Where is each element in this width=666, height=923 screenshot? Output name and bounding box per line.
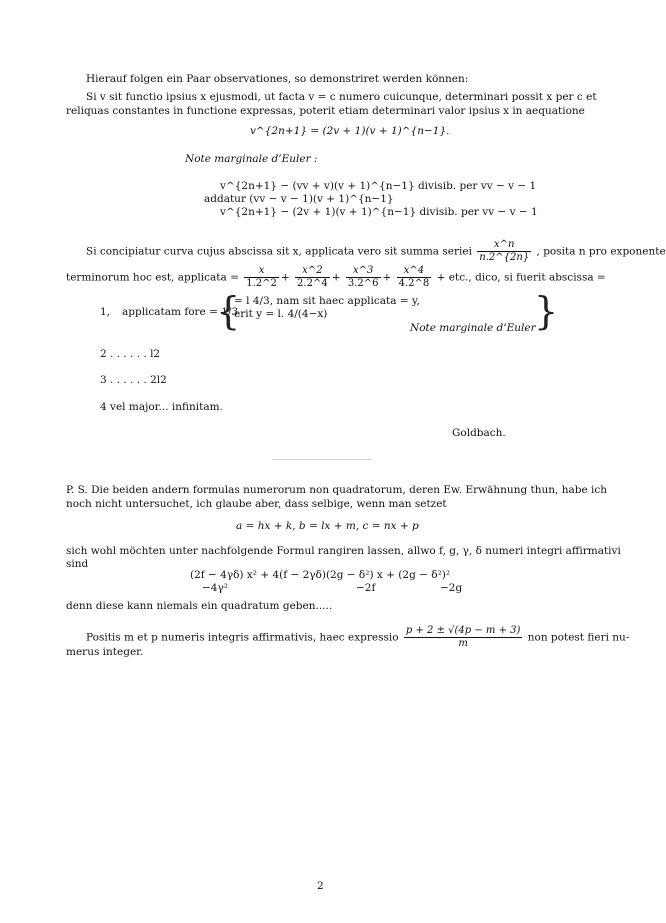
positis-line-2: merus integer. xyxy=(66,646,144,658)
curve-line-1-tail: , posita n pro exponente xyxy=(536,245,666,258)
series-term-4-num: x^4 xyxy=(403,265,425,276)
equation-abc: a = hx + k, b = lx + m, c = nx + p xyxy=(236,520,419,532)
series-term-1-den: 1.2^2 xyxy=(246,278,277,289)
series-term-1 xyxy=(244,265,279,290)
curve-line-1-text: Si concipiatur curva cujus abscissa sit x, applicata vero sit summa seriei xyxy=(86,245,472,258)
series-term-2 xyxy=(295,265,330,290)
formula-bottom-3: −2g xyxy=(440,582,463,594)
left-brace: { xyxy=(216,289,241,333)
formula-bottom-2: −2f xyxy=(356,582,376,594)
curve-fraction xyxy=(477,239,531,264)
series-term-2-num: x^2 xyxy=(302,265,323,276)
series-term-3-den: 3.2^6 xyxy=(347,278,379,289)
section-divider xyxy=(272,459,372,460)
series-term-4 xyxy=(397,265,432,290)
curve-frac-num: x^n xyxy=(494,239,515,250)
positis-line-1 xyxy=(86,625,629,650)
signature: Goldbach. xyxy=(452,427,506,439)
positis-frac-den: m xyxy=(404,637,523,650)
series-term-4-den: 4.2^8 xyxy=(398,278,430,289)
formula-bottom-1: −4γ² xyxy=(202,582,228,594)
curve-line-2: terminorum hoc est, applicata = $\frac{x}{1.2\^{}2}$ + $\frac{x\^{}2}{2.2\^{}4}$ + $\frac{x\^{}3}{3.2\^{}6}$ + $\frac{x\^{}4}{4.2\^{}8}$ + etc., dico, si fuerit abscissa = xyxy=(66,265,606,289)
case-1-note: Note marginale d’Euler xyxy=(410,322,536,334)
series-term-2-den: 2.2^4 xyxy=(297,278,328,289)
note-line-1: v^{2n+1} − (vv + v)(v + 1)^{n−1} divisib. per vv − v − 1 xyxy=(220,180,537,192)
denn-line: denn diese kann niemals ein quadratum geben..... xyxy=(66,600,333,612)
case-1-brace-line-2: erit y = l. 4/(4−x) xyxy=(234,308,328,320)
formula-top: (2f − 4γδ) x² + 4(f − 2γδ)(2g − δ²) x + (2g − δ²)² xyxy=(190,569,451,581)
note-label: Note marginale d’Euler : xyxy=(185,153,318,165)
formul-line-1: sich wohl möchten unter nachfolgende Formul rangiren lassen, allwo f, g, γ, δ numeri integri affirmativi xyxy=(66,545,621,557)
equation-1: v^{2n+1} = (2v + 1)(v + 1)^{n−1}. xyxy=(250,125,450,137)
case-1-text: applicatam fore = 1/3 xyxy=(122,306,239,318)
curve-line-2-tail: + etc., dico, si fuerit abscissa = xyxy=(436,271,606,284)
note-line-3: v^{2n+1} − (2v + 1)(v + 1)^{n−1} divisib. per vv − v − 1 xyxy=(220,206,538,218)
case-4: 4 vel major... infinitam. xyxy=(100,401,223,413)
case-1-brace-line-1: = l 4/3, nam sit haec applicata = y, xyxy=(234,295,420,307)
ps-line-1: P. S. Die beiden andern formulas numerorum non quadratorum, deren Ew. Erwähnung thun, habe ich xyxy=(66,484,607,496)
intro-line: Hierauf folgen ein Paar observationes, so demonstriret werden können: xyxy=(86,73,469,85)
para1-line2: reliquas constantes in functione expressas, poterit etiam determinari valor ipsius x in aequatione xyxy=(66,105,585,117)
note-line-2: addatur (vv − v − 1)(v + 1)^{n−1} xyxy=(204,193,394,205)
positis-text: Positis m et p numeris integris affirmativis, haec expressio xyxy=(86,631,399,644)
ps-line-2: noch nicht untersuchet, ich glaube aber, dass selbige, wenn man setzet xyxy=(66,498,447,510)
curve-line-1 xyxy=(86,239,666,264)
case-3: 3 . . . . . . 2l2 xyxy=(100,374,167,386)
series-term-3 xyxy=(346,265,381,290)
curve-frac-den: n.2^{2n} xyxy=(479,252,530,263)
positis-tail: non potest fieri nu- xyxy=(527,631,630,644)
formul-line-2: sind xyxy=(66,558,89,570)
case-2: 2 . . . . . . l2 xyxy=(100,348,161,360)
page-number: 2 xyxy=(317,880,324,892)
positis-frac-num: p + 2 ± √(4p − m + 3) xyxy=(405,625,521,636)
series-term-1-num: x xyxy=(258,265,265,276)
right-brace: } xyxy=(534,289,559,333)
para1-line1: Si v sit functio ipsius x ejusmodi, ut facta v = c numero cuicunque, determinari possit x per c et xyxy=(86,91,597,103)
series-term-3-num: x^3 xyxy=(352,265,374,276)
curve-line-2-text: terminorum hoc est, applicata = xyxy=(66,271,239,284)
positis-fraction xyxy=(404,625,523,650)
case-1-number: 1, xyxy=(100,306,111,318)
